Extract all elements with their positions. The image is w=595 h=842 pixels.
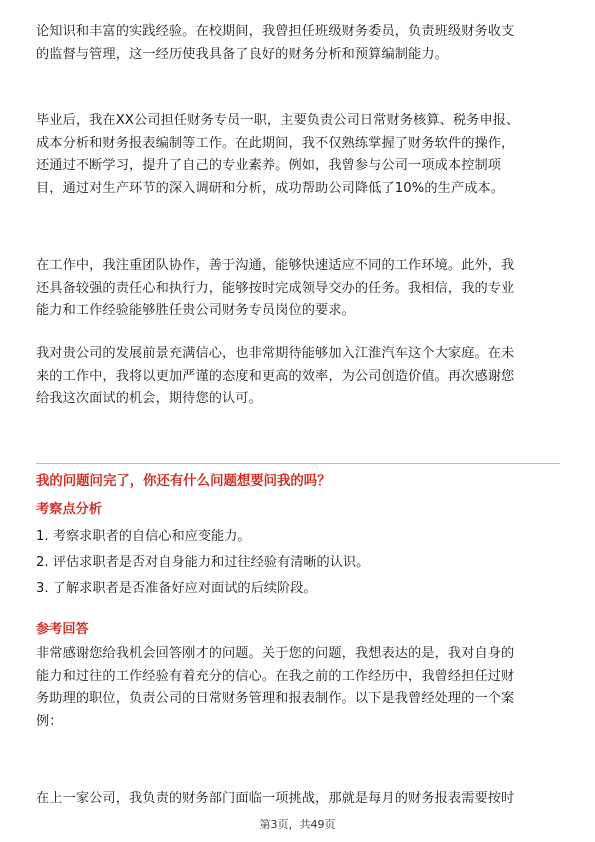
text-line: 在上一家公司，我负责的财务部门面临一项挑战，那就是每月的财务报表需要按时 (36, 791, 515, 806)
analysis-list (36, 526, 561, 604)
list-item: 3. 了解求职者是否准备好应对面试的后续阶段。 (36, 581, 317, 596)
page-number-footer: 第3页，共49页 (259, 818, 336, 831)
text-line: 目，通过对生产环节的深入调研和分析，成功帮助公司降低了10%的生产成本。 (36, 180, 505, 196)
experience-paragraph (36, 110, 561, 200)
text-line: 能力和工作经验能够胜任贵公司财务专员岗位的要求。 (36, 303, 355, 318)
list-item: 1. 考察求职者的自信心和应变能力。 (36, 529, 251, 544)
text-line: 例： (36, 713, 63, 729)
text-line: 我对贵公司的发展前景充满信心，也非常期待能够加入江淮汽车这个大家庭。在未 (36, 346, 515, 361)
text-line: 非常感谢您给我机会回答刚才的问题。关于您的问题，我想表达的是，我对自身的 (36, 646, 515, 661)
teamwork-paragraph (36, 255, 561, 323)
text-line: 能力和过往的工作经验有着充分的信心。在我之前的工作经历中，我曾经担任过财 (36, 668, 515, 684)
question-heading: 我的问题问完了，你还有什么问题想要问我的吗？ (36, 474, 331, 489)
closing-paragraph (36, 343, 561, 411)
analysis-heading: 考察点分析 (36, 502, 102, 517)
list-item: 2. 评估求职者是否对自身能力和过往经验有清晰的认识。 (36, 555, 370, 570)
text-line: 还通过不断学习，提升了自己的专业素养。例如，我曾参与公司一项成本控制项 (36, 158, 502, 173)
text-line: 还具备较强的责任心和执行力，能够按时完成领导交办的任务。我相信，我的专业 (36, 280, 515, 296)
divider-line (36, 463, 560, 464)
text-line: 给我这次面试的机会，期待您的认可。 (36, 391, 262, 406)
text-line: 在工作中，我注重团队协作，善于沟通，能够快速适应不同的工作环境。此外，我 (36, 258, 515, 273)
text-line: 成本分析和财务报表编制等工作。在此期间，我不仅熟练掌握了财务软件的操作， (36, 135, 515, 151)
text-line: 毕业后，我在XX公司担任财务专员一职，主要负责公司日常财务核算、税务申报、 (36, 113, 520, 128)
answer-continuation (36, 788, 561, 811)
text-line: 来的工作中，我将以更加严谨的态度和更高的效率，为公司创造价值。再次感谢您 (36, 368, 515, 384)
text-line: 务助理的职位，负责公司的日常财务管理和报表制作。以下是我曾经处理的一个案 (36, 691, 515, 706)
answer-paragraph (36, 643, 561, 733)
answer-heading: 参考回答 (36, 622, 89, 637)
intro-paragraph (36, 21, 561, 66)
text-line: 的监督与管理，这一经历使我具备了良好的财务分析和预算编制能力。 (36, 46, 448, 62)
text-line: 论知识和丰富的实践经验。在校期间，我曾担任班级财务委员，负责班级财务收支 (36, 24, 515, 39)
